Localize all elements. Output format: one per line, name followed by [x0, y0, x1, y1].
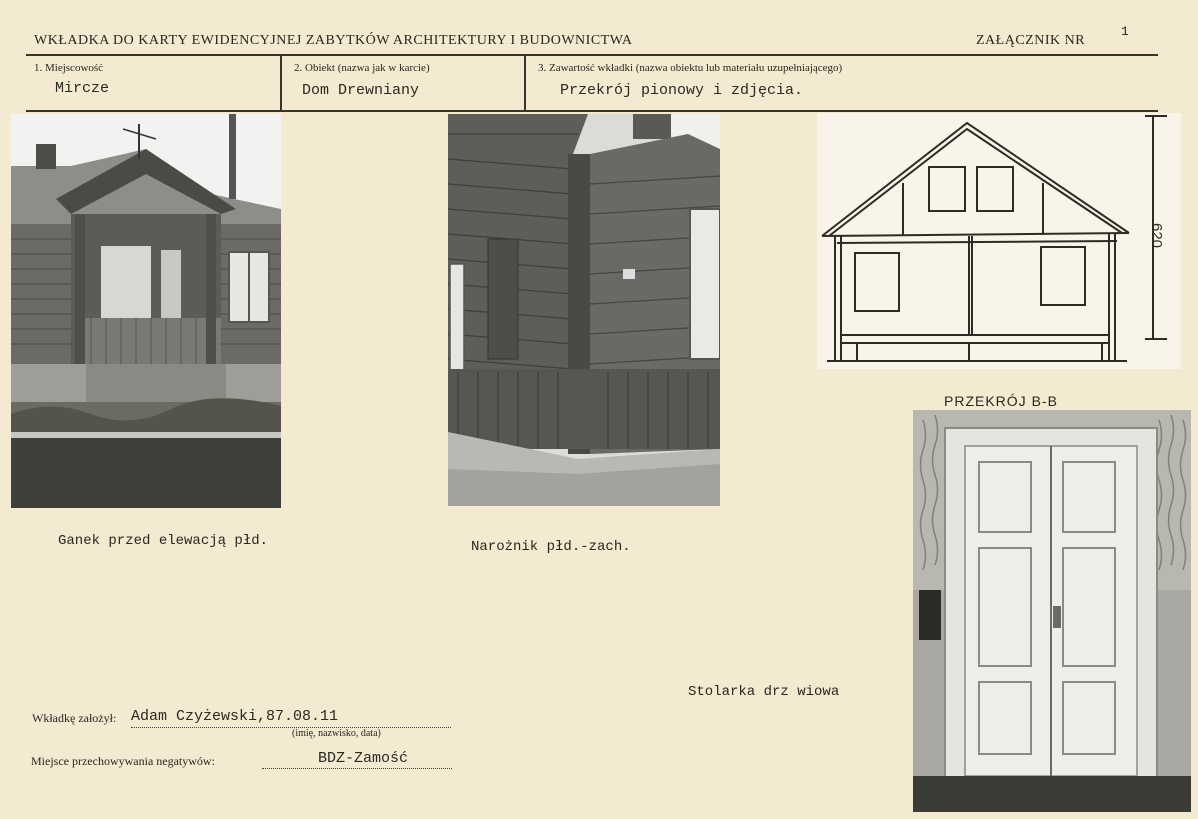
field-divider-1	[280, 56, 282, 110]
section-drawing-svg	[817, 113, 1181, 369]
photo-corner	[448, 114, 720, 506]
photo-corner-image	[448, 114, 720, 506]
fields-rule	[26, 110, 1158, 112]
author-value: Adam Czyżewski,87.08.11	[131, 708, 339, 725]
author-label: Wkładkę założył:	[32, 711, 117, 725]
header-rule	[26, 54, 1158, 56]
photo-porch-caption: Ganek przed elewacją płd.	[58, 533, 269, 549]
photo-door-image	[913, 410, 1191, 812]
photo-porch-image	[11, 114, 281, 508]
locality-label: 1. Miejscowość	[34, 62, 104, 74]
section-drawing	[817, 113, 1181, 369]
dimension-label: 620	[1148, 223, 1165, 249]
storage-dotted-line	[262, 768, 452, 769]
object-value: Dom Drewniany	[302, 82, 420, 99]
author-dotted-line	[131, 727, 451, 728]
content-label: 3. Zawartość wkładki (nazwa obiektu lub materiału uzupełniającego)	[538, 62, 843, 74]
section-label: PRZEKRÓJ B-B	[944, 393, 1058, 409]
locality-value: Mircze	[55, 80, 110, 97]
content-value: Przekrój pionowy i zdjęcia.	[560, 82, 804, 99]
storage-label: Miejsce przechowywania negatywów:	[31, 754, 215, 768]
photo-corner-caption: Narożnik płd.-zach.	[471, 539, 631, 555]
photo-door-caption: Stolarka drz wiowa	[688, 684, 840, 700]
object-label: 2. Obiekt (nazwa jak w karcie)	[294, 62, 430, 74]
annex-number: 1	[1121, 24, 1129, 39]
field-divider-2	[524, 56, 526, 110]
annex-label: ZAŁĄCZNIK NR	[976, 33, 1086, 48]
photo-porch	[11, 114, 281, 508]
storage-value: BDZ-Zamość	[318, 750, 409, 767]
photo-door	[913, 410, 1191, 812]
author-hint: (imię, nazwisko, data)	[292, 728, 381, 739]
card-title: WKŁADKA DO KARTY EWIDENCYJNEJ ZABYTKÓW ARCHITEKTURY I BUDOWNICTWA	[34, 33, 633, 48]
